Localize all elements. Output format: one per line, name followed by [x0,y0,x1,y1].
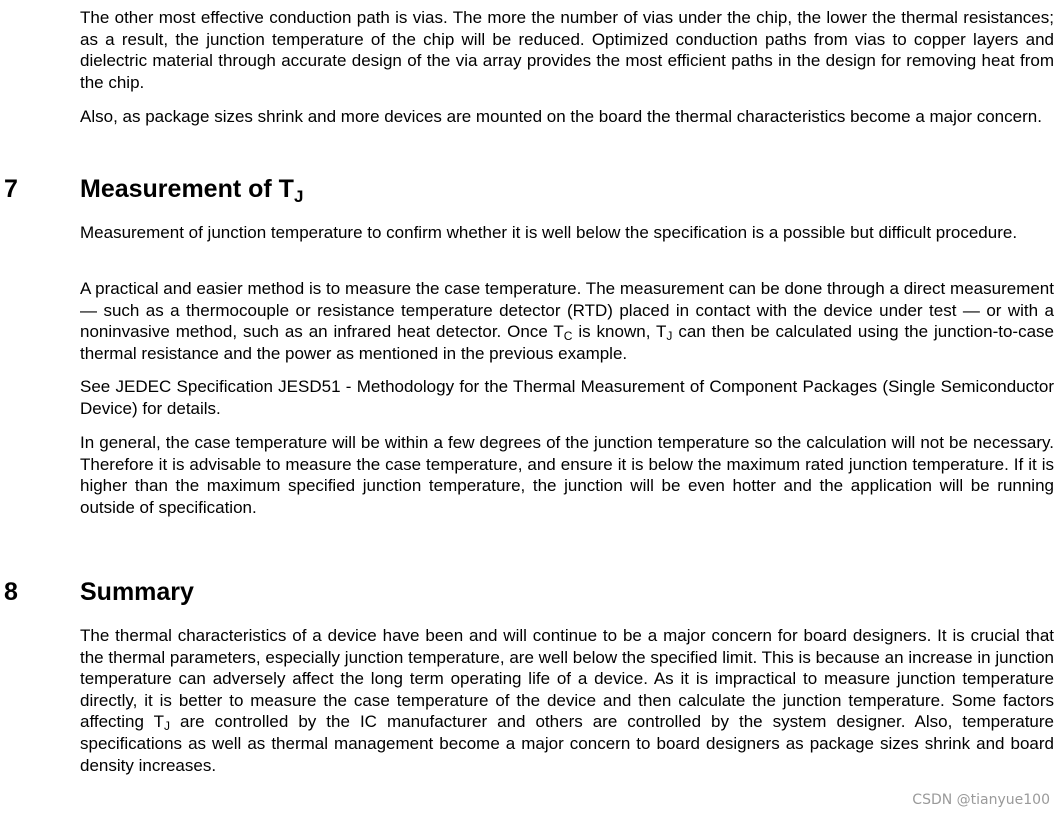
tj-subscript: J [666,329,673,344]
tc-subscript: C [563,329,573,344]
section-7-title-subscript: J [293,187,304,206]
section-7-title [80,174,303,204]
intro-paragraph-package-sizes: Also, as package sizes shrink and more devices are mounted on the board the thermal characteristics become a major concern. [80,107,1042,126]
section-8-paragraph-1 [80,625,1054,776]
section-7-paragraph-4: In general, the case temperature will be within a few degrees of the junction temperature so the calculation will not be necessary. Therefore it is advisable to measure the case temperature, and ensure it is below the maximum rated junction temperature. If it is higher than the maximum specified junction temperature, the junction will be even hotter and the application will be running outside of specification. [80,433,1054,517]
section-7-p2-part2: is known, T [572,322,667,342]
section-7-number: 7 [4,175,18,203]
section-7-p2-part3: can then be calculated using the junction-to-case thermal resistance and the power as mentioned in the previous example. [80,322,1055,363]
csdn-watermark: CSDN @tianyue100 [912,792,1050,808]
section-8-p1-part2: are controlled by the IC manufacturer and others are controlled by the system designer. Also, temperature specifications as well as thermal management become a major concern to board designers as package sizes shrink and board density increases. [80,712,1054,775]
section-7-paragraph-2 [80,278,1054,364]
tj-subscript: J [164,719,171,734]
section-8-title: Summary [80,578,194,606]
section-7-title-text: Measurement of T [80,175,294,203]
section-7-paragraph-1: Measurement of junction temperature to confirm whether it is well below the specification is a possible but difficult procedure. [80,223,1018,242]
intro-paragraph-vias: The other most effective conduction path is vias. The more the number of vias under the chip, the lower the thermal resistances; as a result, the junction temperature of the chip will be reduced. Optimized conduction paths from vias to copper layers and dielectric material through accurate design of the via array provides the most efficient paths in the design for removing heat from the chip. [80,8,1054,92]
section-7-paragraph-3: See JEDEC Specification JESD51 - Methodology for the Thermal Measurement of Component Packages (Single Semiconductor Device) for details. [80,377,1054,418]
section-7-p2-part1: A practical and easier method is to measure the case temperature. The measurement can be done through a direct measurement — such as a thermocouple or resistance temperature detector (RTD) placed in contact with the device under test — or with a noninvasive method, such as an infrared heat detector. Once T [80,279,1054,342]
section-8-number: 8 [4,578,18,606]
section-8-p1-part1: The thermal characteristics of a device have been and will continue to be a major concern for board designers. It is crucial that the thermal parameters, especially junction temperature, are well below the specified limit. This is because an increase in junction temperature can adversely affect the long term operating life of a device. As it is impractical to measure junction temperature directly, it is better to measure the case temperature of the device and then calculate the junction temperature. Some factors affecting T [80,626,1054,732]
